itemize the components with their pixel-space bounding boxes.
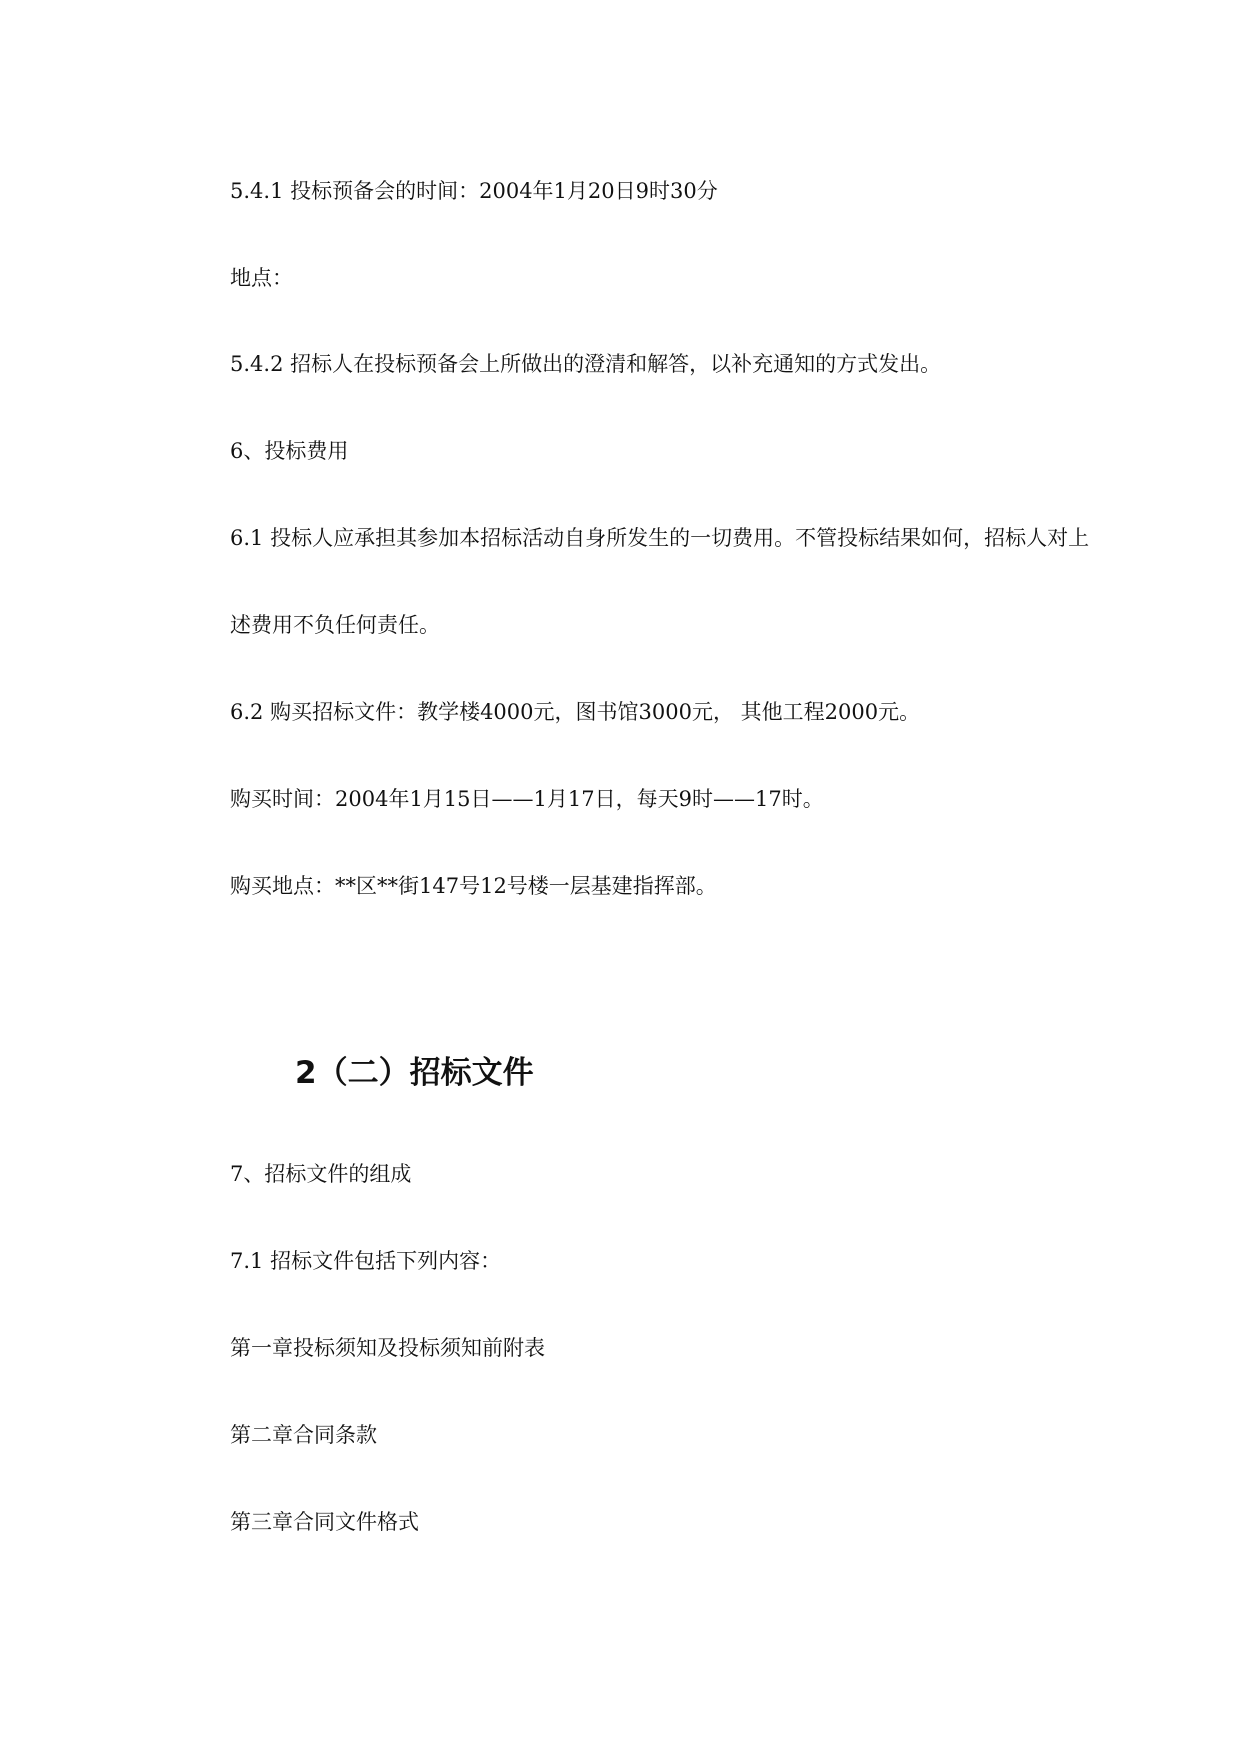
paragraph-purchase-time: 购买时间：2004年1月15日——1月17日，每天9时——17时。 bbox=[230, 787, 824, 811]
chapter-item: 第一章投标须知及投标须知前附表 bbox=[230, 1336, 545, 1360]
section-7-title: 7、招标文件的组成 bbox=[230, 1162, 412, 1186]
paragraph-location: 地点： bbox=[230, 266, 293, 290]
paragraph-6-1-line-1: 6.1 投标人应承担其参加本招标活动自身所发生的一切费用。不管投标结果如何，招标人对上 bbox=[230, 526, 1090, 550]
paragraph-6-1-line-2: 述费用不负任何责任。 bbox=[230, 613, 440, 637]
chapter-item: 第二章合同条款 bbox=[230, 1423, 377, 1447]
paragraph-6-2: 6.2 购买招标文件：教学楼4000元，图书馆3000元， 其他工程2000元。 bbox=[230, 700, 921, 724]
section-6-title: 6、投标费用 bbox=[230, 439, 349, 463]
chapter-item: 第三章合同文件格式 bbox=[230, 1510, 419, 1534]
paragraph-purchase-place: 购买地点：**区**街147号12号楼一层基建指挥部。 bbox=[230, 874, 717, 898]
paragraph-5-4-2: 5.4.2 招标人在投标预备会上所做出的澄清和解答，以补充通知的方式发出。 bbox=[230, 352, 942, 376]
section-heading: 2（二）招标文件 bbox=[295, 1055, 534, 1091]
paragraph-7-1: 7.1 招标文件包括下列内容： bbox=[230, 1249, 502, 1273]
paragraph-5-4-1: 5.4.1 投标预备会的时间：2004年1月20日9时30分 bbox=[230, 179, 718, 203]
